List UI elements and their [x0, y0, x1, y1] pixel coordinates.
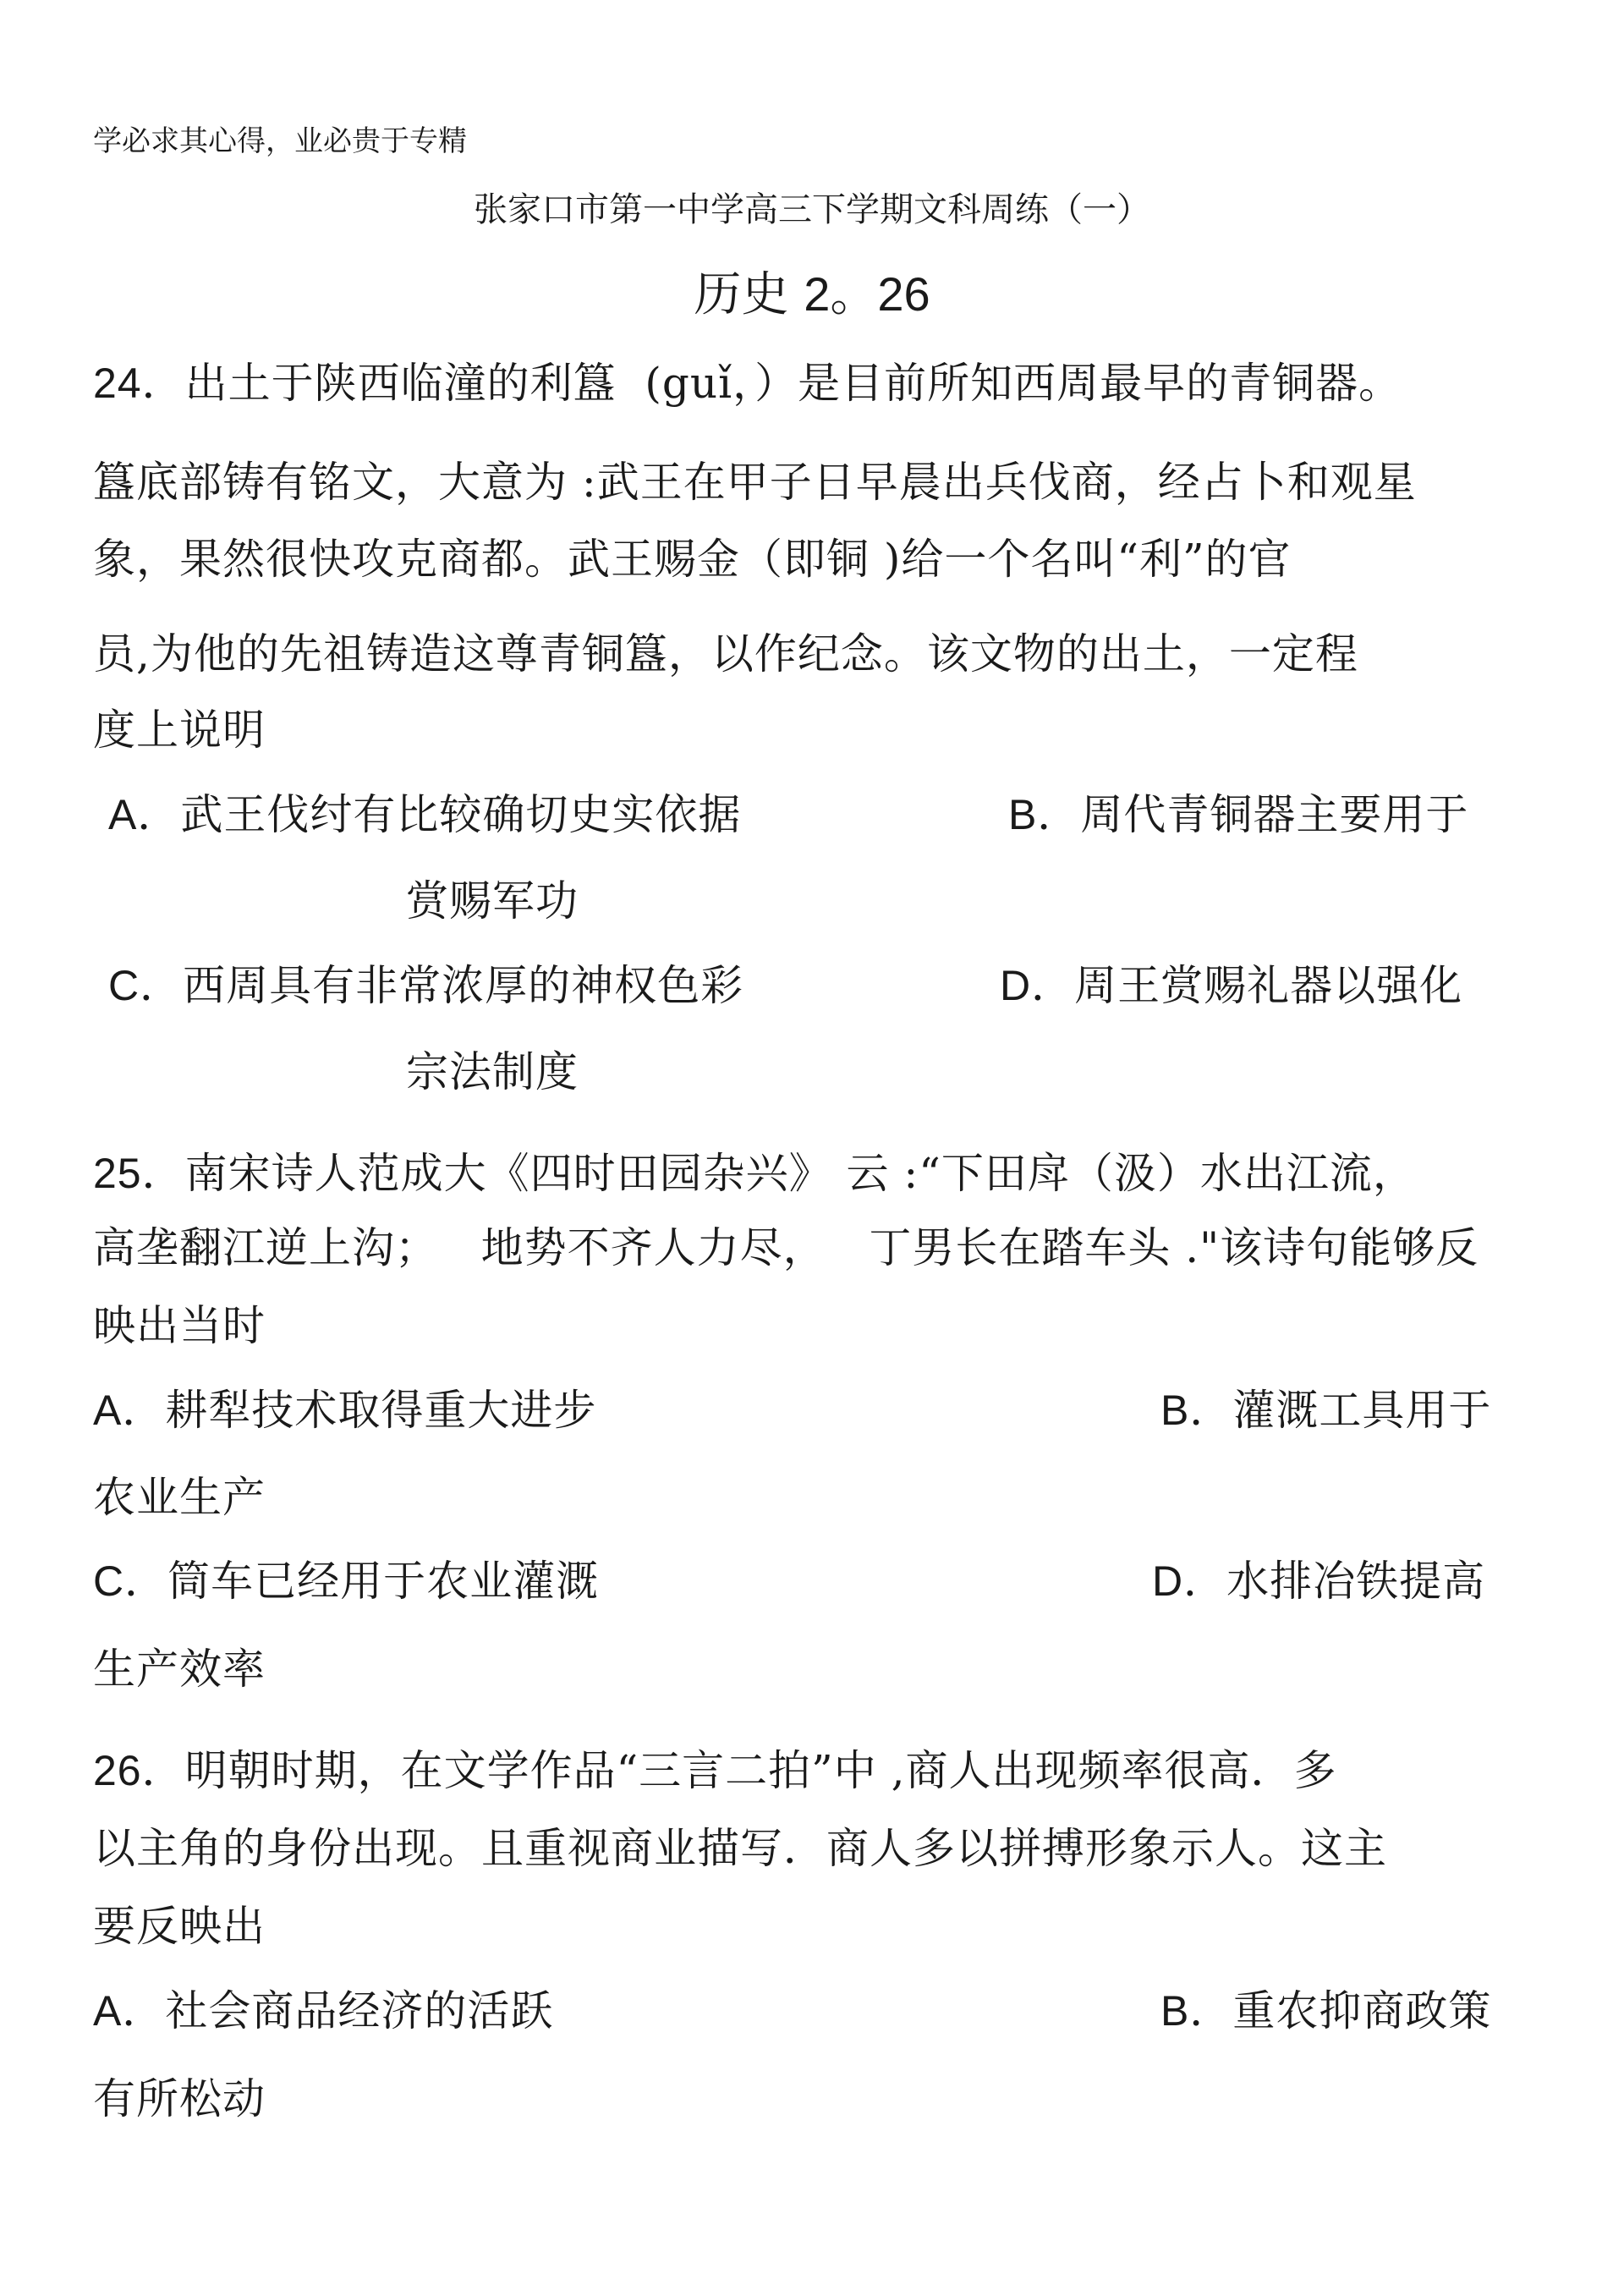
- question-stem-line: 以主角的身份出现。且重视商业描写．商人多以拼搏形象示人。这主: [93, 1824, 1387, 1873]
- option-d: [1152, 1557, 1486, 1606]
- option-text: 西周具有非常浓厚的神权色彩: [183, 961, 744, 1010]
- option-b: [1160, 1386, 1492, 1435]
- option-d: [1000, 961, 1463, 1010]
- option-letter: B．: [1008, 791, 1081, 838]
- page-motto: 学必求其心得，业必贵于专精: [93, 124, 467, 158]
- option-letter: A．: [108, 791, 181, 838]
- option-text: 筒车已经用于农业灌溉: [167, 1557, 600, 1606]
- question-stem-line: 象，果然很快攻克商都。武王赐金（即铜 )给一个名叫“利”的官: [93, 535, 1292, 584]
- option-text: 重农抑商政策: [1232, 1986, 1492, 2035]
- option-letter: C．: [108, 962, 184, 1009]
- subject-date: 2。26: [804, 267, 930, 321]
- question-number: 25．: [93, 1150, 185, 1197]
- question-stem-line: 度上说明: [93, 706, 266, 755]
- option-text: 水排冶铁提高: [1226, 1557, 1486, 1606]
- option-b: [1008, 790, 1469, 839]
- subject-title: [0, 267, 1624, 322]
- option-text: 周代青铜器主要用于: [1080, 790, 1469, 839]
- option-text: 灌溉工具用于: [1232, 1386, 1492, 1435]
- subject-label: 历史: [694, 267, 804, 322]
- option-text: 周王赏赐礼器以强化: [1074, 961, 1463, 1010]
- option-a: [108, 790, 742, 839]
- question-stem-line: 25．南宋诗人范成大《四时田园杂兴》 云 :“下田戽（汲）水出江流，: [93, 1149, 1416, 1198]
- option-text: 社会商品经济的活跃: [165, 1986, 554, 2035]
- option-d-continuation: 宗法制度: [406, 1047, 579, 1096]
- option-letter: B．: [1160, 1987, 1233, 2035]
- option-a: [93, 1386, 597, 1435]
- option-a: [93, 1986, 554, 2035]
- option-letter: D．: [1000, 962, 1075, 1009]
- option-letter: A．: [93, 1987, 166, 2035]
- option-b: [1160, 1986, 1492, 2035]
- option-b-continuation: 赏赐军功: [406, 876, 579, 926]
- question-stem-line: 高垄翻江逆上沟； 地势不齐人力尽， 丁男长在踏车头 ."该诗句能够反: [93, 1223, 1479, 1272]
- question-stem-line: 员,为他的先祖铸造这尊青铜簋，以作纪念。该文物的出土，一定程: [93, 629, 1358, 678]
- school-title: 张家口市第一中学高三下学期文科周练（一）: [474, 190, 1150, 229]
- option-d-continuation: 生产效率: [93, 1645, 266, 1694]
- question-stem-line: 要反映出: [93, 1902, 266, 1951]
- option-b-continuation: 有所松动: [93, 2074, 266, 2123]
- option-b-continuation: 农业生产: [93, 1473, 266, 1522]
- option-letter: A．: [93, 1387, 166, 1434]
- option-letter: C．: [93, 1557, 168, 1605]
- option-c: [93, 1557, 600, 1606]
- question-stem-line: 24．出土于陕西临潼的利簋 (guǐ，）是目前所知西周最早的青铜器。: [93, 359, 1402, 408]
- question-stem-line: 26．明朝时期，在文学作品“三言二拍”中 ,商人出现频率很高．多: [93, 1746, 1337, 1795]
- option-c: [108, 961, 744, 1010]
- option-letter: B．: [1160, 1387, 1233, 1434]
- question-stem-line: 映出当时: [93, 1301, 266, 1350]
- question-number: 24．: [93, 360, 185, 407]
- question-number: 26．: [93, 1747, 185, 1794]
- question-stem-line: 簋底部铸有铭文，大意为 :武王在甲子日早晨出兵伐商，经占卜和观星: [93, 458, 1417, 507]
- option-text: 武王伐纣有比较确切史实依据: [180, 790, 742, 839]
- option-letter: D．: [1152, 1557, 1227, 1605]
- option-text: 耕犁技术取得重大进步: [165, 1386, 597, 1435]
